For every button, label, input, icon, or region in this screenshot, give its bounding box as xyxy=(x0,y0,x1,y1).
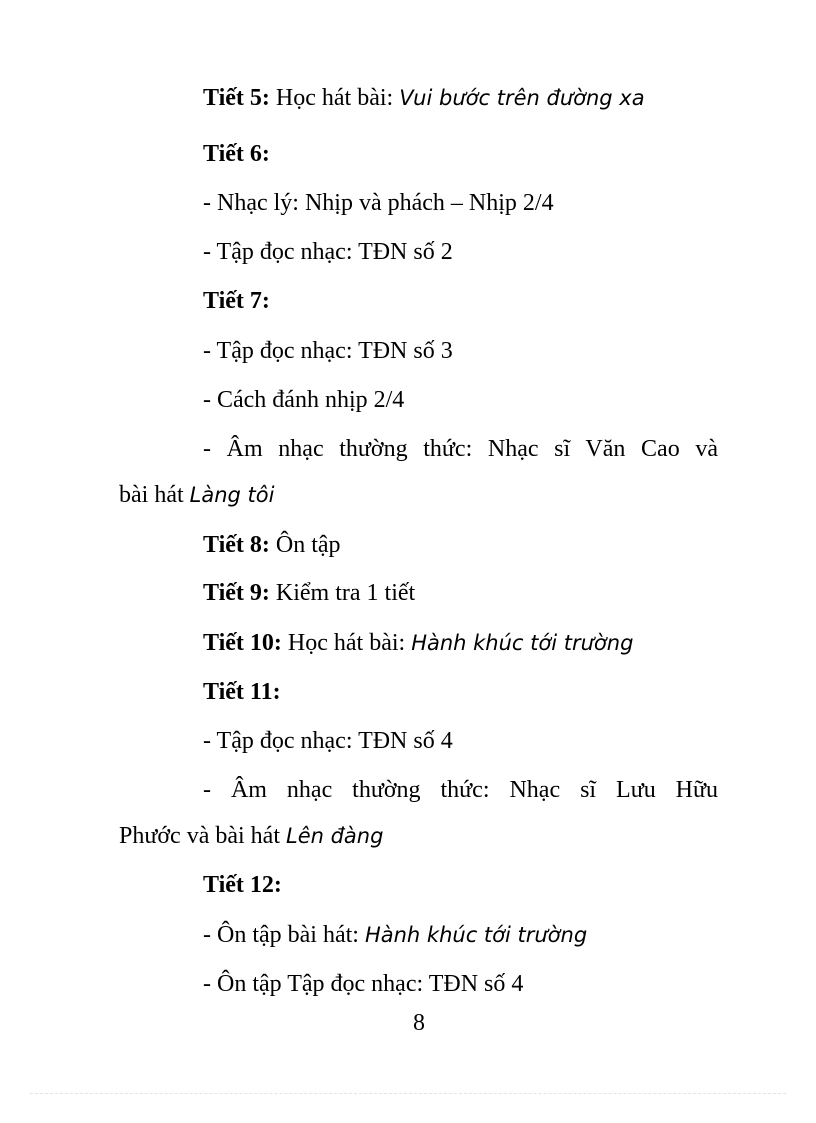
line-text: - Tập đọc nhạc: TĐN số 3 xyxy=(203,338,453,364)
lesson-8-line xyxy=(203,530,341,560)
list-item xyxy=(203,969,523,999)
line-text: Ôn tập xyxy=(269,532,341,558)
song-title: Hành khúc tới trường xyxy=(411,631,634,655)
page-number: 8 xyxy=(413,1010,425,1036)
song-title: Vui bước trên đường xa xyxy=(399,86,645,110)
lesson-label: Tiết 12: xyxy=(203,872,282,898)
line-text: - Nhạc lý: Nhịp và phách – Nhịp 2/4 xyxy=(203,190,554,216)
line-text: - Ôn tập Tập đọc nhạc: TĐN số 4 xyxy=(203,971,524,997)
line-text: - Âm nhạc thường thức: Nhạc sĩ Văn Cao và xyxy=(203,436,718,462)
list-item xyxy=(203,726,453,756)
lesson-9-line xyxy=(203,578,415,608)
lesson-label: Tiết 10: xyxy=(203,630,282,656)
line-text: Học hát bài: xyxy=(269,85,400,111)
song-title: Hành khúc tới trường xyxy=(364,923,588,947)
list-item xyxy=(203,434,718,464)
line-text: - Cách đánh nhịp 2/4 xyxy=(203,387,405,413)
lesson-label: Tiết 8: xyxy=(203,532,270,558)
lesson-6-heading xyxy=(203,139,270,169)
lesson-label: Tiết 6: xyxy=(203,141,270,167)
lesson-label: Tiết 11: xyxy=(203,679,281,705)
page-bottom-divider xyxy=(30,1093,786,1094)
line-text: Phước và bài hát xyxy=(119,823,286,849)
lesson-5-line xyxy=(203,83,645,113)
line-text: - Tập đọc nhạc: TĐN số 4 xyxy=(203,728,453,754)
song-title: Làng tôi xyxy=(189,483,275,507)
line-text: bài hát xyxy=(119,482,190,508)
list-item-continuation xyxy=(119,480,274,510)
line-text: - Tập đọc nhạc: TĐN số 2 xyxy=(203,239,453,265)
list-item-continuation xyxy=(119,821,383,851)
lesson-label: Tiết 9: xyxy=(203,580,270,606)
lesson-label: Tiết 7: xyxy=(203,288,270,314)
song-title: Lên đàng xyxy=(286,824,384,848)
lesson-12-heading xyxy=(203,870,282,900)
line-text: - Âm nhạc thường thức: Nhạc sĩ Lưu Hữu xyxy=(203,777,718,803)
line-text: Học hát bài: xyxy=(281,630,412,656)
line-text: - Ôn tập bài hát: xyxy=(203,922,365,948)
lesson-label: Tiết 5: xyxy=(203,85,270,111)
lesson-10-line xyxy=(203,628,633,658)
list-item xyxy=(203,336,453,366)
list-item xyxy=(203,237,453,267)
lesson-11-heading xyxy=(203,677,281,707)
list-item xyxy=(203,385,404,415)
lesson-7-heading xyxy=(203,286,270,316)
list-item xyxy=(203,188,554,218)
line-text: Kiểm tra 1 tiết xyxy=(269,580,416,606)
list-item xyxy=(203,920,587,950)
list-item xyxy=(203,775,718,805)
